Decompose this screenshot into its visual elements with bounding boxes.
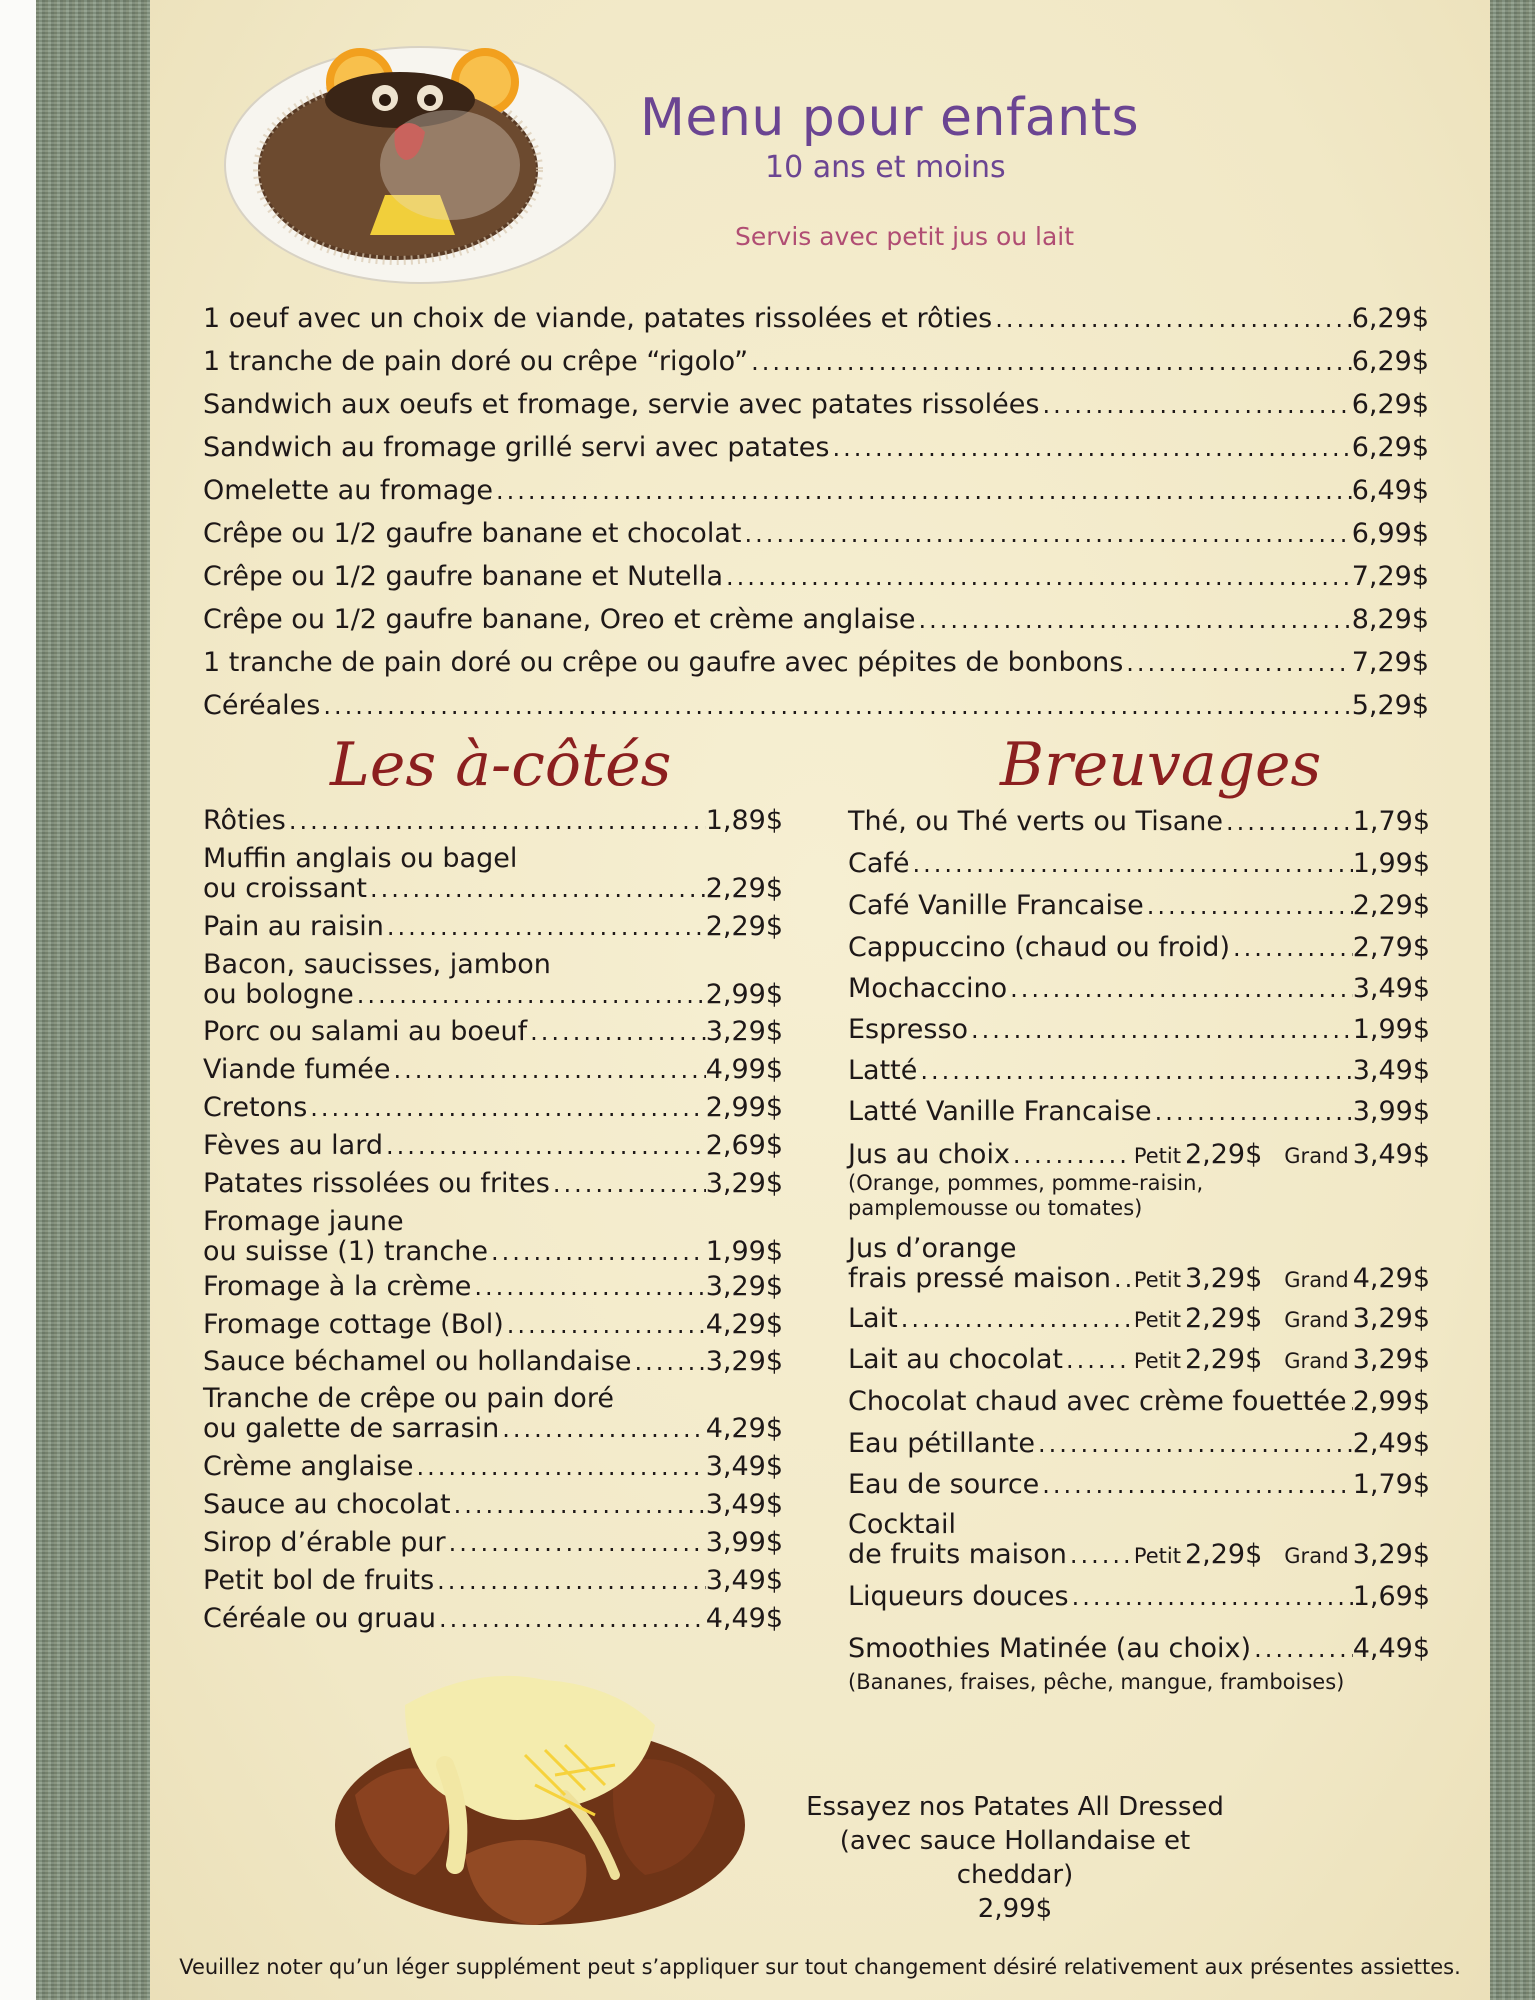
side-item — [203, 1604, 783, 1634]
dot-leader — [354, 983, 706, 1007]
menu-item-name: Crêpe ou 1/2 gaufre banane, Oreo et crème anglaise — [203, 604, 916, 635]
dot-leader — [1111, 1267, 1130, 1291]
dot-leader — [320, 694, 1351, 718]
drink-item-price: 1,99$ — [1352, 848, 1430, 879]
drink-item-price: 1,79$ — [1352, 806, 1430, 837]
dot-leader — [504, 1313, 706, 1337]
grand-price: 3,29$ — [1352, 1303, 1430, 1334]
drink-item — [848, 1582, 1430, 1612]
petit-label: Petit — [1133, 1268, 1181, 1292]
side-item-line: Bacon, saucisses, jambon — [203, 949, 551, 980]
side-item — [203, 1272, 783, 1302]
side-item-name: Patates rissolées ou frites — [203, 1168, 550, 1199]
side-item — [203, 1414, 783, 1444]
drink-item-name: Café Vanille Francaise — [848, 890, 1144, 921]
menu-item — [203, 346, 1429, 377]
menu-item-name: 1 tranche de pain doré ou crêpe ou gaufre avec pépites de bonbons — [203, 647, 1124, 678]
side-item-price: 3,29$ — [705, 1271, 783, 1302]
drink-item-name: Espresso — [848, 1014, 969, 1045]
menu-item-price: 7,29$ — [1351, 647, 1429, 678]
petit-price: 3,29$ — [1184, 1263, 1263, 1294]
petit-price: 2,29$ — [1184, 1303, 1263, 1334]
side-item — [203, 1452, 783, 1482]
drink-note: (Orange, pommes, pomme-raisin, — [848, 1171, 1204, 1195]
side-item-name: Crème anglaise — [203, 1451, 414, 1482]
petit-label: Petit — [1133, 1349, 1181, 1373]
menu-item-name: Crêpe ou 1/2 gaufre banane et Nutella — [203, 561, 724, 592]
side-item — [203, 1131, 783, 1161]
dot-leader — [1007, 977, 1353, 1001]
menu-item-name: Sandwich au fromage grillé servi avec patates — [203, 432, 830, 463]
menu-title: Menu pour enfants — [640, 88, 1140, 148]
drink-item-price: 3,49$ — [1352, 973, 1430, 1004]
side-item-name: Fromage cottage (Bol) — [203, 1309, 504, 1340]
petit-price: 2,29$ — [1184, 1539, 1263, 1570]
drink-item — [848, 1429, 1430, 1459]
menu-item-price: 6,99$ — [1351, 518, 1429, 549]
dot-leader — [286, 809, 706, 833]
side-item-name: ou croissant — [203, 873, 367, 904]
dot-leader — [1069, 1585, 1353, 1609]
dot-leader — [391, 1058, 706, 1082]
side-item — [203, 1093, 783, 1123]
dot-leader — [898, 1307, 1130, 1331]
menu-item-price: 6,49$ — [1351, 475, 1429, 506]
side-item-name: Céréale ou gruau — [203, 1603, 437, 1634]
side-item-price: 3,49$ — [705, 1451, 783, 1482]
side-item — [203, 1169, 783, 1199]
side-item-name: Cretons — [203, 1092, 308, 1123]
menu-item-price: 8,29$ — [1351, 604, 1429, 635]
dot-leader — [1067, 1543, 1130, 1567]
petit-label: Petit — [1133, 1144, 1181, 1168]
dot-leader — [499, 1417, 705, 1441]
grand-label: Grand — [1284, 1544, 1349, 1568]
drink-item-name: Jus au choix — [848, 1139, 1010, 1170]
promo-price: 2,99$ — [977, 1894, 1053, 1924]
menu-item-name: 1 oeuf avec un choix de viande, patates rissolées et rôties — [203, 303, 993, 334]
menu-item-price: 6,29$ — [1351, 389, 1429, 420]
drink-item-name: Thé, ou Thé verts ou Tisane — [848, 806, 1224, 837]
side-item — [203, 980, 783, 1010]
side-item-price: 4,49$ — [705, 1603, 783, 1634]
menu-item — [203, 475, 1429, 506]
side-item — [203, 1566, 783, 1596]
drink-item-price: 1,99$ — [1352, 1014, 1430, 1045]
menu-item — [203, 690, 1429, 721]
drink-item-name: Chocolat chaud avec crème fouettée — [848, 1386, 1347, 1417]
drink-note: (Bananes, fraises, pêche, mangue, framboises) — [848, 1670, 1345, 1694]
drink-item — [848, 1470, 1430, 1500]
dot-leader — [307, 1096, 705, 1120]
drink-item — [848, 891, 1430, 921]
drink-item-price: 2,29$ — [1352, 890, 1430, 921]
drink-item — [848, 1345, 1430, 1376]
dot-leader — [1144, 894, 1353, 918]
side-item-name: Pain au raisin — [203, 911, 384, 942]
side-item-price: 2,29$ — [705, 873, 783, 904]
side-item-line: Muffin anglais ou bagel — [203, 843, 518, 874]
dot-leader — [910, 852, 1353, 876]
dot-leader — [493, 479, 1352, 503]
drink-item-line: Jus d’orange — [848, 1233, 1017, 1264]
side-item — [203, 806, 783, 836]
side-item-name: ou suisse (1) tranche — [203, 1236, 488, 1267]
side-item — [203, 1055, 783, 1085]
drink-item — [848, 1056, 1430, 1086]
side-item-price: 4,29$ — [705, 1309, 783, 1340]
menu-subtitle: 10 ans et moins — [765, 150, 1006, 185]
dot-leader — [550, 1172, 706, 1196]
side-item-name: Fèves au lard — [203, 1130, 383, 1161]
right-border — [1490, 0, 1535, 2000]
drink-item-name: Lait au chocolat — [848, 1344, 1063, 1375]
menu-item — [203, 561, 1429, 592]
side-item-price: 4,29$ — [705, 1413, 783, 1444]
drink-item-name: Liqueurs douces — [848, 1581, 1069, 1612]
side-item-price: 2,29$ — [705, 911, 783, 942]
drink-item-name: Latté Vanille Francaise — [848, 1096, 1152, 1127]
drink-item-line: Cocktail — [848, 1509, 956, 1540]
dot-leader — [916, 608, 1352, 632]
menu-item-price: 5,29$ — [1351, 690, 1429, 721]
dot-leader — [451, 1493, 706, 1517]
dot-leader — [1010, 1143, 1130, 1167]
menu-item-price: 7,29$ — [1351, 561, 1429, 592]
menu-item-name: Sandwich aux oeufs et fromage, servie avec patates rissolées — [203, 389, 1040, 420]
petit-price: 2,29$ — [1184, 1344, 1263, 1375]
side-item-line: Fromage jaune — [203, 1206, 404, 1237]
side-item — [203, 1017, 783, 1047]
drink-item — [848, 974, 1430, 1004]
side-item-price: 3,49$ — [705, 1489, 783, 1520]
fries-photo — [315, 1645, 765, 1945]
drink-item-price: 2,49$ — [1352, 1428, 1430, 1459]
drink-item — [848, 1387, 1430, 1417]
grand-price: 3,49$ — [1352, 1139, 1430, 1170]
drink-item-name: Latté — [848, 1055, 918, 1086]
dot-leader — [723, 565, 1352, 589]
dot-leader — [527, 1020, 706, 1044]
drink-item — [848, 807, 1430, 837]
drink-item — [848, 849, 1430, 879]
dot-leader — [446, 1531, 706, 1555]
dot-leader — [434, 1569, 706, 1593]
side-item-name: Sauce béchamel ou hollandaise — [203, 1346, 632, 1377]
petit-label: Petit — [1133, 1308, 1181, 1332]
drink-item-name: Eau pétillante — [848, 1428, 1035, 1459]
promo-line1: Essayez nos Patates All Dressed — [806, 1792, 1224, 1822]
menu-item — [203, 303, 1429, 334]
grand-price: 3,29$ — [1352, 1344, 1430, 1375]
menu-item — [203, 518, 1429, 549]
dot-leader — [631, 1350, 705, 1374]
dot-leader — [1152, 1100, 1353, 1124]
drink-item-name: Eau de source — [848, 1469, 1040, 1500]
dot-leader — [471, 1275, 705, 1299]
dot-leader — [741, 522, 1351, 546]
menu-item-name: Omelette au fromage — [203, 475, 494, 506]
side-item-line: Tranche de crêpe ou pain doré — [203, 1383, 614, 1414]
side-item — [203, 1237, 783, 1267]
menu-item-price: 6,29$ — [1351, 432, 1429, 463]
menu-item — [203, 389, 1429, 420]
side-item — [203, 912, 783, 942]
drink-item-price: 1,69$ — [1352, 1581, 1430, 1612]
side-item-price: 3,99$ — [705, 1527, 783, 1558]
side-item — [203, 1347, 783, 1377]
drink-note: pamplemousse ou tomates) — [848, 1196, 1143, 1220]
petit-price: 2,29$ — [1184, 1139, 1263, 1170]
side-item-name: Rôties — [203, 805, 286, 836]
side-item-price: 3,49$ — [705, 1565, 783, 1596]
dot-leader — [1123, 651, 1351, 675]
menu-item-name: Crêpe ou 1/2 gaufre banane et chocolat — [203, 518, 742, 549]
side-item-price: 3,29$ — [705, 1016, 783, 1047]
dot-leader — [488, 1240, 706, 1264]
side-item — [203, 1528, 783, 1558]
dot-leader — [917, 1059, 1352, 1083]
side-item-price: 4,99$ — [705, 1054, 783, 1085]
dot-leader — [436, 1607, 706, 1631]
side-item-name: ou galette de sarrasin — [203, 1413, 500, 1444]
grand-price: 3,29$ — [1352, 1539, 1430, 1570]
menu-item-price: 6,29$ — [1351, 303, 1429, 334]
pancake-photo — [220, 20, 620, 300]
side-item-name: Porc ou salami au boeuf — [203, 1016, 528, 1047]
menu-item — [203, 647, 1429, 678]
side-item-name: Petit bol de fruits — [203, 1565, 435, 1596]
drink-item — [848, 1634, 1430, 1664]
dot-leader — [968, 1018, 1353, 1042]
drink-item-name: Café — [848, 848, 910, 879]
promo-box — [780, 1790, 1250, 1926]
dot-leader — [1039, 393, 1351, 417]
grand-label: Grand — [1284, 1268, 1349, 1292]
dot-leader — [1223, 810, 1353, 834]
side-item-name: ou bologne — [203, 979, 354, 1010]
drink-item-price: 3,99$ — [1352, 1096, 1430, 1127]
drink-item — [848, 1540, 1430, 1571]
drink-item-price: 1,79$ — [1352, 1469, 1430, 1500]
dot-leader — [367, 877, 706, 901]
drink-item-name: Mochaccino — [848, 973, 1008, 1004]
side-item-name: Fromage à la crème — [203, 1271, 472, 1302]
drink-item-name: Cappuccino (chaud ou froid) — [848, 932, 1230, 963]
side-item-price: 2,99$ — [705, 979, 783, 1010]
drink-item — [848, 933, 1430, 963]
grand-label: Grand — [1284, 1349, 1349, 1373]
side-item-price: 1,89$ — [705, 805, 783, 836]
menu-item-price: 6,29$ — [1351, 346, 1429, 377]
promo-line2: (avec sauce Hollandaise et cheddar) — [839, 1826, 1191, 1890]
served-note: Servis avec petit jus ou lait — [735, 222, 1075, 251]
drink-item — [848, 1140, 1430, 1171]
side-item-price: 2,99$ — [705, 1092, 783, 1123]
grand-label: Grand — [1284, 1144, 1349, 1168]
drink-item-price: 4,49$ — [1352, 1633, 1430, 1664]
drink-item-price: 2,79$ — [1352, 932, 1430, 963]
side-item-name: Viande fumée — [203, 1054, 391, 1085]
side-item — [203, 874, 783, 904]
grand-price: 4,29$ — [1352, 1263, 1430, 1294]
side-item-price: 3,29$ — [705, 1346, 783, 1377]
footer-note: Veuillez noter qu’un léger supplément peut s’appliquer sur tout changement désiré relativement aux présentes assiettes. — [179, 1955, 1461, 1979]
dot-leader — [1230, 936, 1353, 960]
grand-label: Grand — [1284, 1308, 1349, 1332]
side-item-name: Sirop d’érable pur — [203, 1527, 446, 1558]
dot-leader — [748, 350, 1352, 374]
drink-item — [848, 1015, 1430, 1045]
drink-item-name: frais pressé maison — [848, 1263, 1111, 1294]
drink-item-name: Lait — [848, 1303, 898, 1334]
drink-item — [848, 1304, 1430, 1335]
side-item — [203, 1490, 783, 1520]
side-item-price: 1,99$ — [705, 1236, 783, 1267]
side-item — [203, 1310, 783, 1340]
side-item-price: 2,69$ — [705, 1130, 783, 1161]
side-item-price: 3,29$ — [705, 1168, 783, 1199]
drinks-title: Breuvages — [1000, 730, 1322, 800]
menu-item — [203, 604, 1429, 635]
dot-leader — [1063, 1348, 1130, 1372]
drink-item-name: Smoothies Matinée (au choix) — [848, 1633, 1252, 1664]
menu-item-name: Céréales — [203, 690, 321, 721]
left-border — [0, 0, 150, 2000]
dot-leader — [384, 915, 706, 939]
dot-leader — [1251, 1637, 1353, 1661]
menu-item — [203, 432, 1429, 463]
drink-item-price: 3,49$ — [1352, 1055, 1430, 1086]
dot-leader — [992, 307, 1351, 331]
dot-leader — [383, 1134, 706, 1158]
drink-item-price: 2,99$ — [1352, 1386, 1430, 1417]
sides-title: Les à-côtés — [330, 730, 672, 800]
dot-leader — [414, 1455, 706, 1479]
drink-item — [848, 1097, 1430, 1127]
side-item-name: Sauce au chocolat — [203, 1489, 451, 1520]
drink-item — [848, 1264, 1430, 1295]
drink-item-name: de fruits maison — [848, 1539, 1067, 1570]
petit-label: Petit — [1133, 1544, 1181, 1568]
dot-leader — [1035, 1432, 1353, 1456]
dot-leader — [1039, 1473, 1352, 1497]
dot-leader — [829, 436, 1351, 460]
menu-item-name: 1 tranche de pain doré ou crêpe “rigolo” — [203, 346, 749, 377]
